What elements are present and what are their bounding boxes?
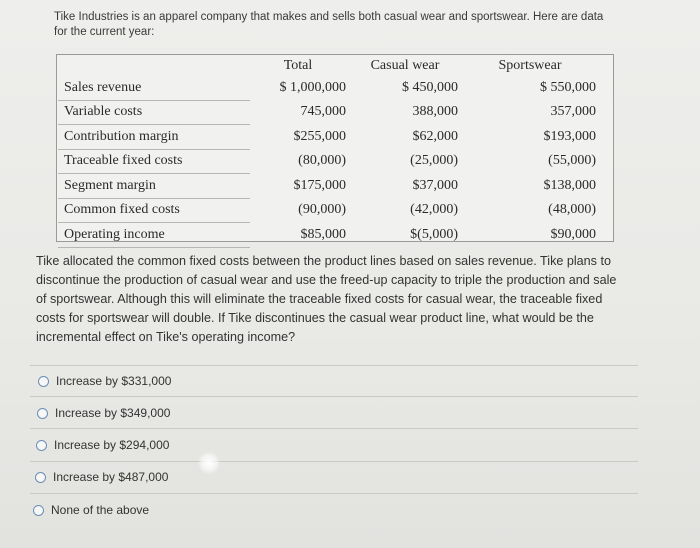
casual-value: $ 450,000 bbox=[402, 80, 458, 95]
row-label: Contribution margin bbox=[58, 125, 250, 150]
light-glare bbox=[198, 452, 220, 474]
row-label: Variable costs bbox=[58, 100, 250, 125]
option-label: Increase by $331,000 bbox=[56, 374, 172, 388]
radio-button[interactable] bbox=[33, 505, 44, 516]
header-total: Total bbox=[283, 58, 313, 73]
total-value: (80,000) bbox=[298, 153, 346, 169]
row-label: Traceable fixed costs bbox=[58, 149, 250, 174]
option-label: None of the above bbox=[51, 503, 150, 517]
table-header-row bbox=[58, 56, 602, 76]
question-text: Tike allocated the common fixed costs between the product lines based on sales revenue. Tike plans to discontinue the production of casual wear and use the freed-up capacity to triple the production and sale of sportswear. Although this will eliminate the traceable fixed costs for casual wear, the traceable fixed costs for sportswear will double. If Tike discontinues the casual wear product line, what would be the incremental effect on Tike's operating income? bbox=[36, 254, 617, 344]
radio-button[interactable] bbox=[35, 472, 46, 483]
row-label: Segment margin bbox=[58, 174, 250, 199]
sports-value: (48,000) bbox=[548, 202, 596, 218]
financial-table bbox=[58, 56, 602, 248]
casual-value: (42,000) bbox=[410, 202, 458, 218]
total-value: (90,000) bbox=[298, 202, 346, 218]
total-value: $255,000 bbox=[293, 128, 346, 144]
table-row bbox=[58, 125, 602, 150]
answer-option-1[interactable] bbox=[38, 374, 171, 388]
table-row bbox=[58, 100, 602, 125]
option-label: Increase by $294,000 bbox=[54, 438, 170, 452]
total-value: $85,000 bbox=[300, 226, 346, 242]
sports-value: $138,000 bbox=[543, 177, 596, 193]
divider bbox=[30, 365, 638, 366]
header-sportswear: Sportswear bbox=[498, 58, 562, 73]
header-blank bbox=[58, 56, 250, 76]
row-label: Common fixed costs bbox=[58, 198, 250, 223]
table-row bbox=[58, 174, 602, 199]
divider bbox=[30, 493, 638, 494]
radio-button[interactable] bbox=[38, 376, 49, 387]
row-label: Sales revenue bbox=[58, 76, 250, 100]
table-row bbox=[58, 149, 602, 174]
table-row bbox=[58, 76, 602, 100]
answer-option-4[interactable] bbox=[35, 470, 168, 484]
sports-value: $ 550,000 bbox=[540, 80, 596, 95]
total-value: $ 1,000,000 bbox=[279, 80, 346, 95]
casual-value: (25,000) bbox=[410, 153, 458, 169]
header-casual-wear: Casual wear bbox=[370, 58, 440, 73]
casual-value: $62,000 bbox=[412, 128, 458, 144]
row-label: Operating income bbox=[58, 223, 250, 248]
answer-option-3[interactable] bbox=[36, 438, 169, 452]
total-value: $175,000 bbox=[293, 177, 346, 193]
sports-value: $90,000 bbox=[550, 226, 596, 242]
total-value: 745,000 bbox=[300, 104, 346, 120]
divider bbox=[30, 428, 638, 429]
intro-text: Tike Industries is an apparel company that makes and sells both casual wear and sportswear. Here are data for the current year: bbox=[54, 11, 604, 38]
casual-value: 388,000 bbox=[412, 104, 458, 120]
option-label: Increase by $349,000 bbox=[55, 406, 171, 420]
casual-value: $37,000 bbox=[412, 177, 458, 193]
casual-value: $(5,000) bbox=[410, 226, 458, 242]
option-label: Increase by $487,000 bbox=[53, 470, 169, 484]
divider bbox=[30, 461, 638, 462]
table-row bbox=[58, 198, 602, 223]
answer-option-5[interactable] bbox=[33, 503, 149, 517]
table-row bbox=[58, 223, 602, 248]
sports-value: 357,000 bbox=[550, 104, 596, 120]
sports-value: (55,000) bbox=[548, 153, 596, 169]
radio-button[interactable] bbox=[36, 440, 47, 451]
radio-button[interactable] bbox=[37, 408, 48, 419]
answer-option-2[interactable] bbox=[37, 406, 170, 420]
sports-value: $193,000 bbox=[543, 128, 596, 144]
divider bbox=[30, 396, 638, 397]
